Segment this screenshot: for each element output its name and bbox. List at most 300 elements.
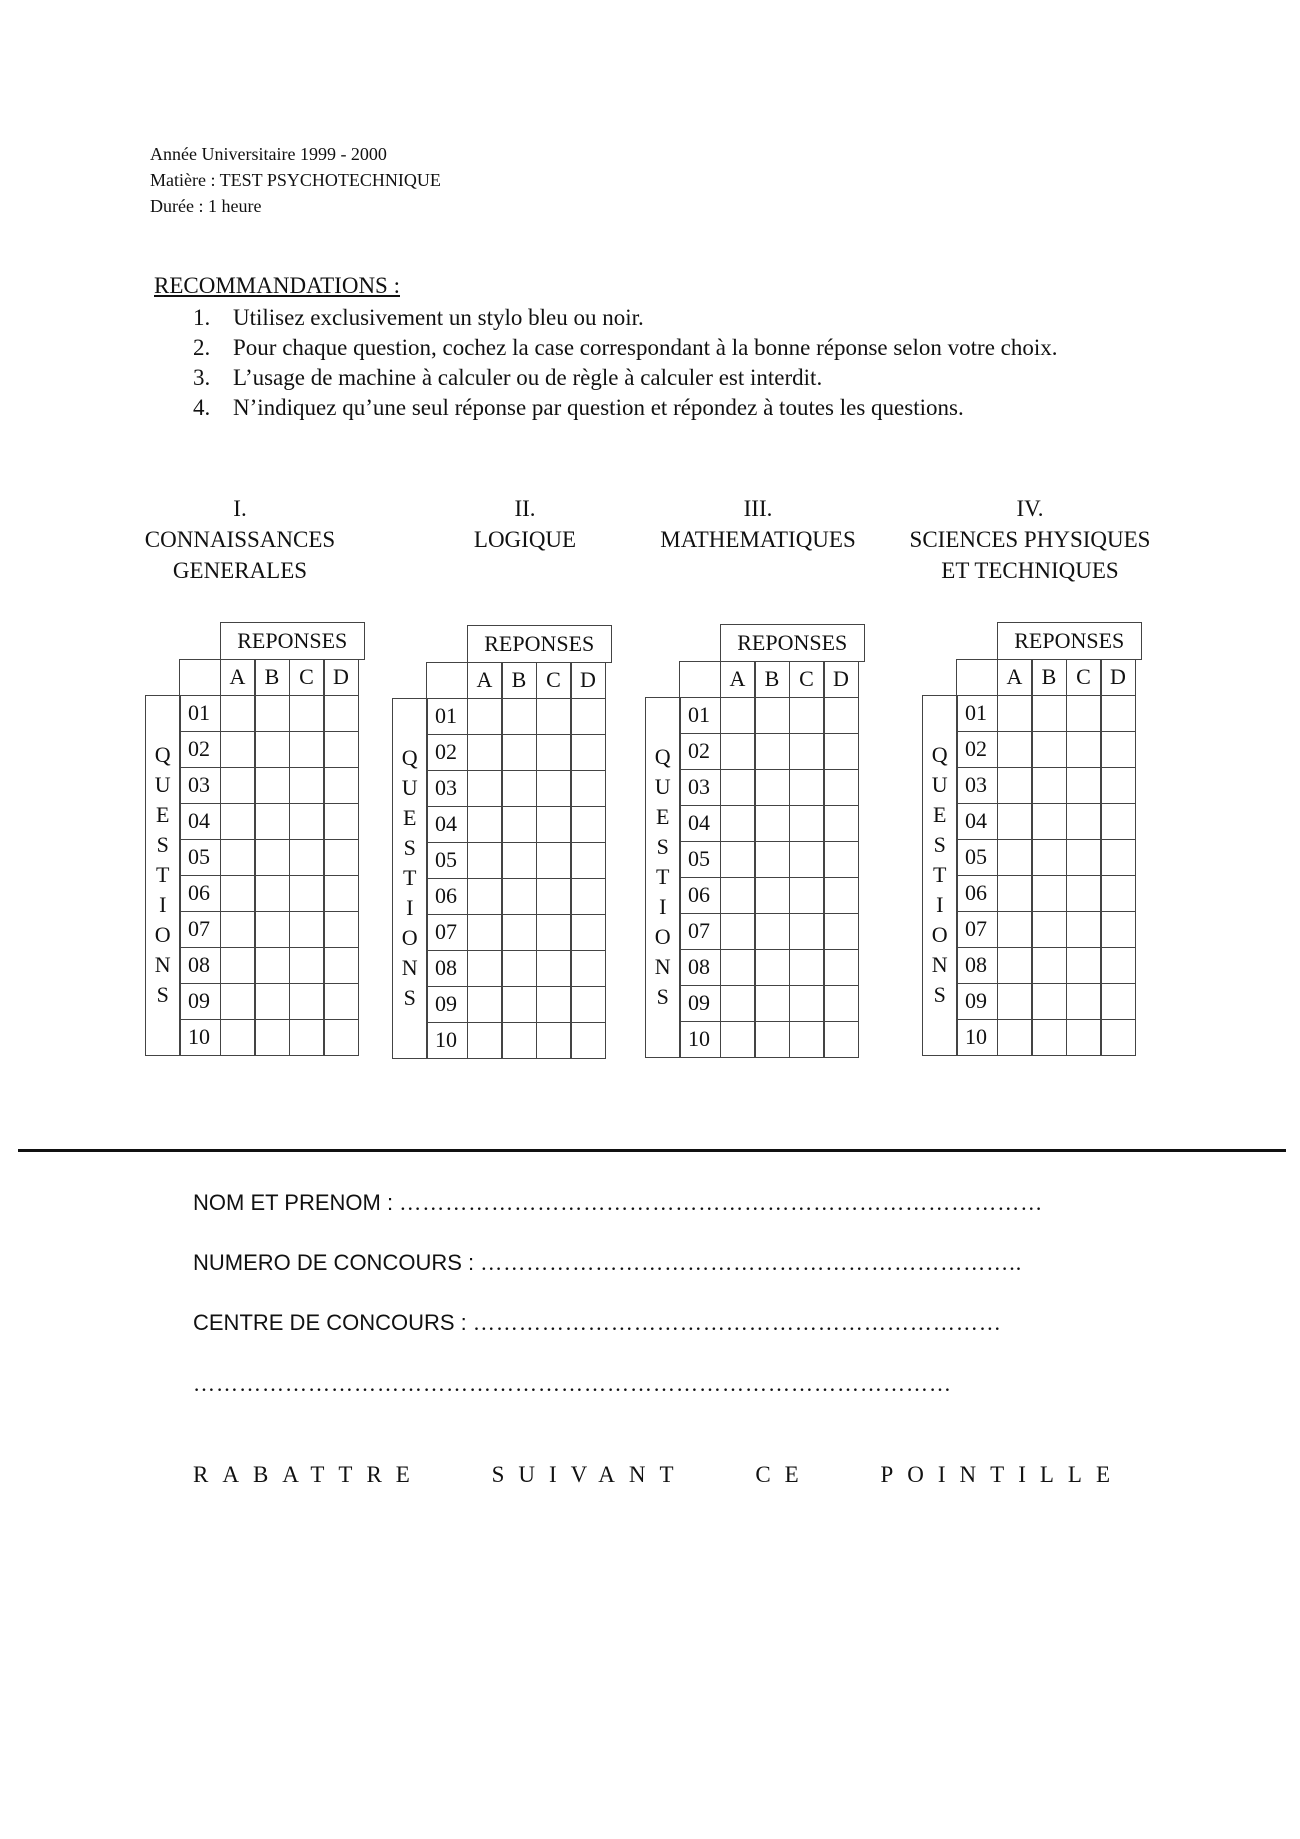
questions-letter: E [156, 802, 170, 828]
section-number: II. [514, 496, 536, 521]
question-number: 03 [179, 767, 221, 805]
answer-checkbox[interactable] [220, 875, 256, 913]
answer-checkbox[interactable] [1031, 767, 1067, 805]
answer-checkbox[interactable] [220, 947, 256, 985]
answer-checkbox[interactable] [997, 695, 1033, 733]
answer-checkbox[interactable] [997, 803, 1033, 841]
answer-checkbox[interactable] [720, 985, 756, 1023]
answer-checkbox[interactable] [823, 697, 859, 735]
question-row [179, 983, 358, 1019]
question-number: 01 [956, 695, 998, 733]
answer-checkbox[interactable] [501, 950, 537, 988]
answer-checkbox[interactable] [467, 698, 503, 736]
question-number: 03 [956, 767, 998, 805]
answer-checkbox[interactable] [789, 841, 825, 879]
answer-checkbox[interactable] [720, 805, 756, 843]
answer-checkbox[interactable] [720, 733, 756, 771]
question-number: 06 [426, 878, 468, 916]
question-number: 02 [679, 733, 721, 771]
questions-label [922, 695, 958, 1057]
answer-checkbox[interactable] [289, 911, 325, 949]
question-row [679, 877, 858, 913]
answer-checkbox[interactable] [467, 1022, 503, 1060]
answer-checkbox[interactable] [467, 914, 503, 952]
question-row [679, 733, 858, 769]
answer-checkbox[interactable] [536, 914, 572, 952]
answer-checkbox[interactable] [536, 770, 572, 808]
questions-letter: I [936, 892, 944, 918]
answer-checkbox[interactable] [1066, 983, 1102, 1021]
question-number: 05 [426, 842, 468, 880]
answer-checkbox[interactable] [789, 913, 825, 951]
questions-letter: S [933, 982, 946, 1008]
question-row [179, 1019, 358, 1055]
answer-checkbox[interactable] [570, 806, 606, 844]
answer-checkbox[interactable] [501, 914, 537, 952]
answer-checkbox[interactable] [570, 842, 606, 880]
answer-checkbox[interactable] [323, 767, 359, 805]
question-row [426, 878, 605, 914]
answer-checkbox[interactable] [1100, 983, 1136, 1021]
blank-cell [956, 659, 998, 697]
question-number: 09 [956, 983, 998, 1021]
answer-checkbox[interactable] [289, 1019, 325, 1057]
answer-checkbox[interactable] [501, 986, 537, 1024]
answer-checkbox[interactable] [997, 839, 1033, 877]
answer-checkbox[interactable] [997, 1019, 1033, 1057]
answer-checkbox[interactable] [323, 1019, 359, 1057]
question-row [956, 1019, 1135, 1055]
question-row [179, 911, 358, 947]
answer-checkbox[interactable] [823, 733, 859, 771]
answer-checkbox[interactable] [570, 1022, 606, 1060]
answer-checkbox[interactable] [289, 731, 325, 769]
centre-dots: …………………………………………………………… [472, 1310, 1002, 1335]
questions-letter: S [403, 985, 416, 1011]
question-number: 04 [179, 803, 221, 841]
question-row [426, 986, 605, 1022]
section-line1: MATHEMATIQUES [660, 527, 856, 552]
answer-checkbox[interactable] [997, 731, 1033, 769]
answer-checkbox[interactable] [1066, 911, 1102, 949]
question-number: 05 [179, 839, 221, 877]
question-row [426, 734, 605, 770]
answer-checkbox[interactable] [754, 1021, 790, 1059]
answer-checkbox[interactable] [220, 1019, 256, 1057]
answer-checkbox[interactable] [501, 842, 537, 880]
contest-number-field[interactable] [193, 1250, 1133, 1276]
answer-checkbox[interactable] [501, 770, 537, 808]
answer-checkbox[interactable] [501, 878, 537, 916]
answer-checkbox[interactable] [823, 769, 859, 807]
responses-header: REPONSES [720, 624, 866, 662]
section-line1: CONNAISSANCES [144, 527, 336, 552]
answer-checkbox[interactable] [720, 769, 756, 807]
answer-checkbox[interactable] [570, 698, 606, 736]
fold-instruction [193, 1462, 1124, 1488]
answer-checkbox[interactable] [289, 839, 325, 877]
question-number: 09 [426, 986, 468, 1024]
name-label: NOM ET PRENOM : [193, 1190, 394, 1215]
question-row [679, 841, 858, 877]
answer-checkbox[interactable] [754, 913, 790, 951]
answer-checkbox[interactable] [536, 842, 572, 880]
answer-checkbox[interactable] [997, 911, 1033, 949]
answer-checkbox[interactable] [823, 913, 859, 951]
answer-checkbox[interactable] [997, 767, 1033, 805]
questions-letter: E [656, 804, 670, 830]
answer-checkbox[interactable] [289, 695, 325, 733]
answer-checkbox[interactable] [1031, 695, 1067, 733]
answer-checkbox[interactable] [467, 950, 503, 988]
answer-checkbox[interactable] [997, 983, 1033, 1021]
answer-checkbox[interactable] [754, 985, 790, 1023]
blank-cell [426, 662, 468, 700]
answer-checkbox[interactable] [254, 911, 290, 949]
answer-checkbox[interactable] [720, 949, 756, 987]
questions-label [392, 698, 428, 1060]
answer-checkbox[interactable] [720, 913, 756, 951]
answer-checkbox[interactable] [754, 769, 790, 807]
item-number: 2. [193, 335, 211, 360]
answer-checkbox[interactable] [536, 986, 572, 1024]
answer-checkbox[interactable] [323, 803, 359, 841]
choice-letter: D [570, 662, 606, 700]
question-number: 02 [426, 734, 468, 772]
exam-header [150, 141, 441, 219]
answer-checkbox[interactable] [254, 983, 290, 1021]
answer-checkbox[interactable] [1031, 839, 1067, 877]
choice-letter: A [720, 661, 756, 699]
answer-checkbox[interactable] [254, 875, 290, 913]
answer-checkbox[interactable] [289, 875, 325, 913]
question-number: 06 [679, 877, 721, 915]
answer-checkbox[interactable] [323, 983, 359, 1021]
answer-checkbox[interactable] [501, 698, 537, 736]
questions-letter: Q [931, 742, 948, 768]
question-number: 05 [679, 841, 721, 879]
answer-checkbox[interactable] [1066, 803, 1102, 841]
responses-header: REPONSES [467, 625, 613, 663]
question-row [679, 913, 858, 949]
answer-checkbox[interactable] [220, 983, 256, 1021]
item-number: 4. [193, 395, 211, 420]
answer-checkbox[interactable] [1100, 947, 1136, 985]
answer-checkbox[interactable] [1100, 767, 1136, 805]
choice-letter: D [823, 661, 859, 699]
choice-letter: C [789, 661, 825, 699]
answer-checkbox[interactable] [1031, 947, 1067, 985]
contest-centre-field[interactable] [193, 1310, 1133, 1336]
question-row [679, 805, 858, 841]
answer-checkbox[interactable] [254, 1019, 290, 1057]
answer-checkbox[interactable] [789, 805, 825, 843]
questions-letter: I [159, 892, 167, 918]
answer-checkbox[interactable] [720, 877, 756, 915]
choice-letter: A [220, 659, 256, 697]
question-number: 07 [679, 913, 721, 951]
question-number: 02 [956, 731, 998, 769]
answer-checkbox[interactable] [536, 878, 572, 916]
question-number: 01 [179, 695, 221, 733]
answer-checkbox[interactable] [254, 947, 290, 985]
questions-letter: U [931, 772, 948, 798]
answer-checkbox[interactable] [1100, 695, 1136, 733]
question-number: 08 [679, 949, 721, 987]
fold-word: SUIVANT [491, 1462, 688, 1487]
answer-checkbox[interactable] [823, 841, 859, 879]
fold-word: CE [755, 1462, 813, 1487]
section-number: III. [743, 496, 773, 521]
answer-checkbox[interactable] [323, 839, 359, 877]
item-text: Utilisez exclusivement un stylo bleu ou noir. [233, 305, 644, 330]
question-number: 05 [956, 839, 998, 877]
questions-letter: S [933, 832, 946, 858]
choice-letter: A [997, 659, 1033, 697]
answer-checkbox[interactable] [254, 767, 290, 805]
answer-checkbox[interactable] [1100, 911, 1136, 949]
answer-checkbox[interactable] [220, 731, 256, 769]
answer-checkbox[interactable] [789, 985, 825, 1023]
extra-dots: ……………………………………………………………………………………… [193, 1371, 952, 1396]
answer-checkbox[interactable] [570, 986, 606, 1024]
answer-checkbox[interactable] [467, 878, 503, 916]
questions-letter: I [406, 895, 414, 921]
answer-checkbox[interactable] [570, 734, 606, 772]
questions-letter: T [933, 862, 947, 888]
question-number: 08 [179, 947, 221, 985]
question-number: 10 [679, 1021, 721, 1059]
questions-letter: S [656, 834, 669, 860]
question-number: 01 [426, 698, 468, 736]
section-line2: GENERALES [172, 558, 308, 583]
answer-checkbox[interactable] [1031, 803, 1067, 841]
choice-letter: B [254, 659, 290, 697]
answer-checkbox[interactable] [823, 949, 859, 987]
academic-year: Année Universitaire 1999 - 2000 [150, 144, 387, 164]
answer-checkbox[interactable] [754, 805, 790, 843]
answer-checkbox[interactable] [467, 734, 503, 772]
questions-letter: O [154, 922, 171, 948]
answer-checkbox[interactable] [789, 769, 825, 807]
question-row [179, 947, 358, 983]
answer-checkbox[interactable] [1066, 947, 1102, 985]
questions-letter: S [403, 835, 416, 861]
answer-checkbox[interactable] [1031, 983, 1067, 1021]
questions-letter: N [654, 954, 671, 980]
answer-checkbox[interactable] [1066, 875, 1102, 913]
recommendation-item [193, 393, 1123, 423]
answer-checkbox[interactable] [823, 985, 859, 1023]
choice-letter: C [1066, 659, 1102, 697]
answer-checkbox[interactable] [1031, 911, 1067, 949]
choice-letter: A [467, 662, 503, 700]
question-row [426, 698, 605, 734]
item-number: 3. [193, 365, 211, 390]
question-row [426, 1022, 605, 1058]
choice-letter: C [536, 662, 572, 700]
answer-checkbox[interactable] [323, 947, 359, 985]
answer-checkbox[interactable] [570, 878, 606, 916]
answer-checkbox[interactable] [789, 733, 825, 771]
answer-checkbox[interactable] [754, 949, 790, 987]
answer-checkbox[interactable] [754, 877, 790, 915]
answer-checkbox[interactable] [570, 770, 606, 808]
answer-checkbox[interactable] [467, 842, 503, 880]
question-number: 10 [956, 1019, 998, 1057]
answer-checkbox[interactable] [720, 1021, 756, 1059]
answer-checkbox[interactable] [754, 841, 790, 879]
question-row [679, 769, 858, 805]
recommendations-title: RECOMMANDATIONS : [154, 273, 400, 298]
answer-checkbox[interactable] [789, 697, 825, 735]
questions-label [645, 697, 681, 1059]
questions-letter: U [401, 775, 418, 801]
questions-letter: T [156, 862, 170, 888]
answer-checkbox[interactable] [823, 1021, 859, 1059]
section-line1: SCIENCES PHYSIQUES [909, 527, 1151, 552]
answer-checkbox[interactable] [323, 911, 359, 949]
section-line2: ET TECHNIQUES [941, 558, 1119, 583]
answer-checkbox[interactable] [323, 731, 359, 769]
answer-checkbox[interactable] [570, 950, 606, 988]
answer-checkbox[interactable] [754, 697, 790, 735]
questions-letter: O [401, 925, 418, 951]
answer-checkbox[interactable] [1100, 731, 1136, 769]
answer-checkbox[interactable] [754, 733, 790, 771]
answer-checkbox[interactable] [536, 734, 572, 772]
choice-letter: B [501, 662, 537, 700]
answer-checkbox[interactable] [220, 695, 256, 733]
answer-checkbox[interactable] [1031, 1019, 1067, 1057]
choice-letter: B [1031, 659, 1067, 697]
choice-letter: C [289, 659, 325, 697]
name-field[interactable] [193, 1190, 1133, 1216]
question-row [426, 770, 605, 806]
answer-checkbox[interactable] [323, 695, 359, 733]
answer-checkbox[interactable] [220, 839, 256, 877]
section-title-1 [120, 493, 360, 586]
answer-checkbox[interactable] [789, 949, 825, 987]
question-number: 02 [179, 731, 221, 769]
answer-checkbox[interactable] [823, 877, 859, 915]
question-row [679, 1021, 858, 1057]
section-number: I. [233, 496, 247, 521]
choice-letter: B [754, 661, 790, 699]
question-number: 10 [426, 1022, 468, 1060]
question-number: 04 [679, 805, 721, 843]
answer-checkbox[interactable] [1066, 695, 1102, 733]
question-row [426, 950, 605, 986]
questions-letter: Q [654, 744, 671, 770]
answer-checkbox[interactable] [220, 803, 256, 841]
fold-word: POINTILLE [880, 1462, 1124, 1487]
answer-checkbox[interactable] [789, 877, 825, 915]
answer-checkbox[interactable] [1100, 803, 1136, 841]
answer-checkbox[interactable] [254, 803, 290, 841]
answer-checkbox[interactable] [536, 698, 572, 736]
answer-checkbox[interactable] [536, 950, 572, 988]
answer-checkbox[interactable] [1100, 1019, 1136, 1057]
answer-checkbox[interactable] [220, 767, 256, 805]
answer-checkbox[interactable] [1031, 731, 1067, 769]
answer-checkbox[interactable] [254, 839, 290, 877]
answer-checkbox[interactable] [536, 806, 572, 844]
question-row [679, 697, 858, 733]
name-dots: ………………………………………………………………………… [399, 1190, 1044, 1215]
answer-checkbox[interactable] [1066, 1019, 1102, 1057]
duration: Durée : 1 heure [150, 196, 262, 216]
answer-checkbox[interactable] [570, 914, 606, 952]
answer-checkbox[interactable] [289, 947, 325, 985]
questions-letter: Q [401, 745, 418, 771]
questions-letter: Q [154, 742, 171, 768]
answer-checkbox[interactable] [1100, 875, 1136, 913]
extra-line-field[interactable] [193, 1371, 1133, 1397]
question-number: 06 [179, 875, 221, 913]
answer-checkbox[interactable] [501, 734, 537, 772]
answer-checkbox[interactable] [536, 1022, 572, 1060]
answer-checkbox[interactable] [289, 983, 325, 1021]
questions-letter: T [656, 864, 670, 890]
answer-checkbox[interactable] [1031, 875, 1067, 913]
answer-checkbox[interactable] [289, 767, 325, 805]
answer-checkbox[interactable] [997, 947, 1033, 985]
question-number: 07 [426, 914, 468, 952]
responses-header: REPONSES [997, 622, 1143, 660]
question-row [179, 875, 358, 911]
questions-letter: I [659, 894, 667, 920]
question-number: 03 [426, 770, 468, 808]
questions-letter: U [654, 774, 671, 800]
question-row [956, 911, 1135, 947]
question-row [679, 949, 858, 985]
item-text: N’indiquez qu’une seul réponse par question et répondez à toutes les questions. [233, 395, 964, 420]
answer-checkbox[interactable] [467, 986, 503, 1024]
question-number: 09 [179, 983, 221, 1021]
answer-checkbox[interactable] [1066, 839, 1102, 877]
answer-checkbox[interactable] [720, 841, 756, 879]
blank-cell [679, 661, 721, 699]
questions-letter: N [931, 952, 948, 978]
question-row [426, 914, 605, 950]
answer-checkbox[interactable] [789, 1021, 825, 1059]
questions-letter: E [933, 802, 947, 828]
item-text: L’usage de machine à calculer ou de règle à calculer est interdit. [233, 365, 823, 390]
answer-checkbox[interactable] [720, 697, 756, 735]
answer-checkbox[interactable] [467, 770, 503, 808]
answer-checkbox[interactable] [1100, 839, 1136, 877]
answer-checkbox[interactable] [323, 875, 359, 913]
answer-checkbox[interactable] [823, 805, 859, 843]
answer-checkbox[interactable] [254, 731, 290, 769]
answer-checkbox[interactable] [467, 806, 503, 844]
answer-checkbox[interactable] [1066, 767, 1102, 805]
answer-checkbox[interactable] [220, 911, 256, 949]
question-row [179, 803, 358, 839]
choice-letter: D [1100, 659, 1136, 697]
fold-word: RABATTRE [193, 1462, 424, 1487]
answer-checkbox[interactable] [289, 803, 325, 841]
item-text: Pour chaque question, cochez la case correspondant à la bonne réponse selon votre choix. [233, 335, 1058, 360]
answer-checkbox[interactable] [997, 875, 1033, 913]
question-number: 03 [679, 769, 721, 807]
answer-checkbox[interactable] [254, 695, 290, 733]
answer-checkbox[interactable] [501, 806, 537, 844]
answer-checkbox[interactable] [501, 1022, 537, 1060]
number-label: NUMERO DE CONCOURS : [193, 1250, 475, 1275]
answer-checkbox[interactable] [1066, 731, 1102, 769]
